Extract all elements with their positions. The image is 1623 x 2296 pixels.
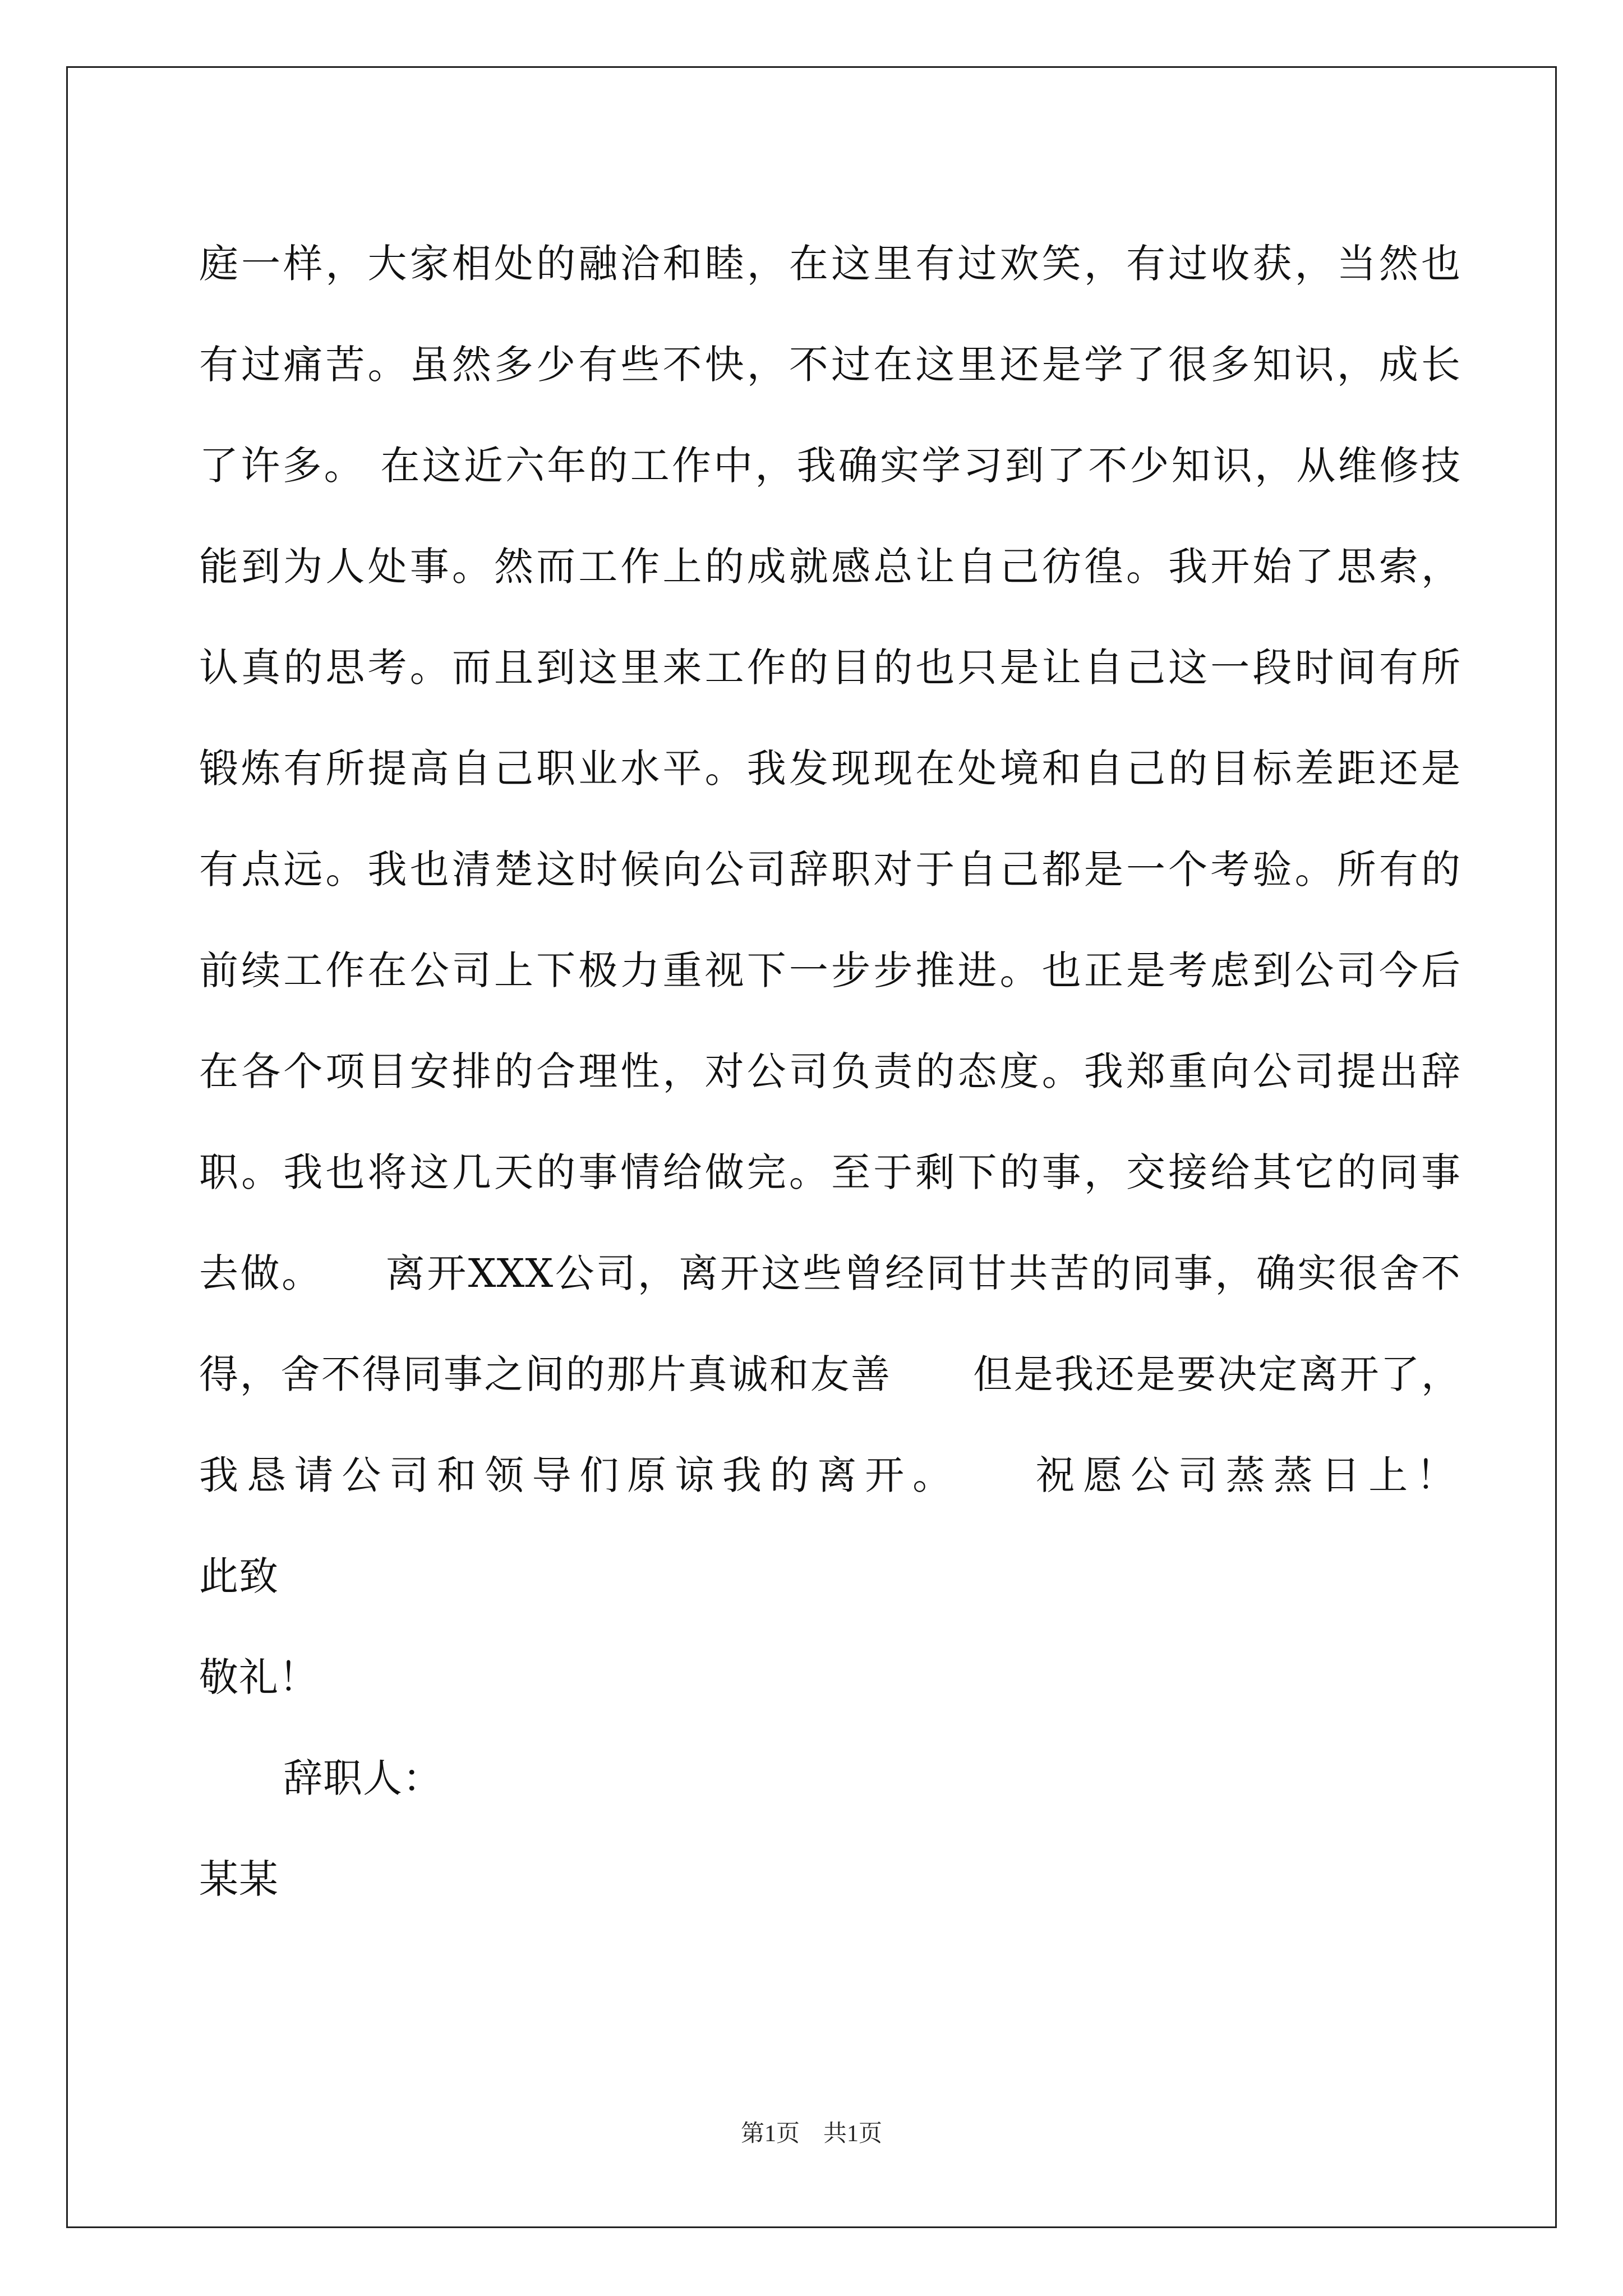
paragraph-line: 去做。 离开XXX公司，离开这些曾经同甘共苦的同事，确实很舍不 bbox=[199, 1250, 1461, 1296]
paragraph-line: 有过痛苦。虽然多少有些不快，不过在这里还是学了很多知识，成长 bbox=[199, 342, 1461, 388]
paragraph-line: 得，舍不得同事之间的那片真诚和友善 但是我还是要决定离开了， bbox=[199, 1351, 1461, 1397]
salute-text: 敬礼！ bbox=[199, 1654, 319, 1700]
closing-text: 此致 bbox=[199, 1553, 279, 1599]
paragraph-line: 能到为人处事。然而工作上的成就感总让自己彷徨。我开始了思索， bbox=[199, 544, 1461, 590]
signature-label: 辞职人： bbox=[283, 1755, 442, 1801]
paragraph-line: 了许多。 在这近六年的工作中，我确实学习到了不少知识，从维修技 bbox=[199, 443, 1461, 489]
paragraph-line: 有点远。我也清楚这时候向公司辞职对于自己都是一个考验。所有的 bbox=[199, 846, 1461, 892]
signature-name: 某某 bbox=[199, 1856, 279, 1902]
paragraph-line: 在各个项目安排的合理性，对公司负责的态度。我郑重向公司提出辞 bbox=[199, 1048, 1461, 1094]
paragraph-line: 锻炼有所提高自己职业水平。我发现现在处境和自己的目标差距还是 bbox=[199, 746, 1461, 792]
paragraph-line: 职。我也将这几天的事情给做完。至于剩下的事，交接给其它的同事 bbox=[199, 1149, 1461, 1195]
letter-body bbox=[199, 213, 1461, 1930]
paragraph-line: 前续工作在公司上下极力重视下一步步推进。也正是考虑到公司今后 bbox=[199, 947, 1461, 993]
paragraph-line: 庭一样，大家相处的融洽和睦，在这里有过欢笑，有过收获，当然也 bbox=[199, 241, 1461, 287]
paragraph-line: 我恳请公司和领导们原谅我的离开。 祝愿公司蒸蒸日上！ bbox=[199, 1452, 1461, 1498]
page-number-footer: 第1页 共1页 bbox=[740, 2121, 882, 2147]
paragraph-line: 认真的思考。而且到这里来工作的目的也只是让自己这一段时间有所 bbox=[199, 645, 1461, 691]
